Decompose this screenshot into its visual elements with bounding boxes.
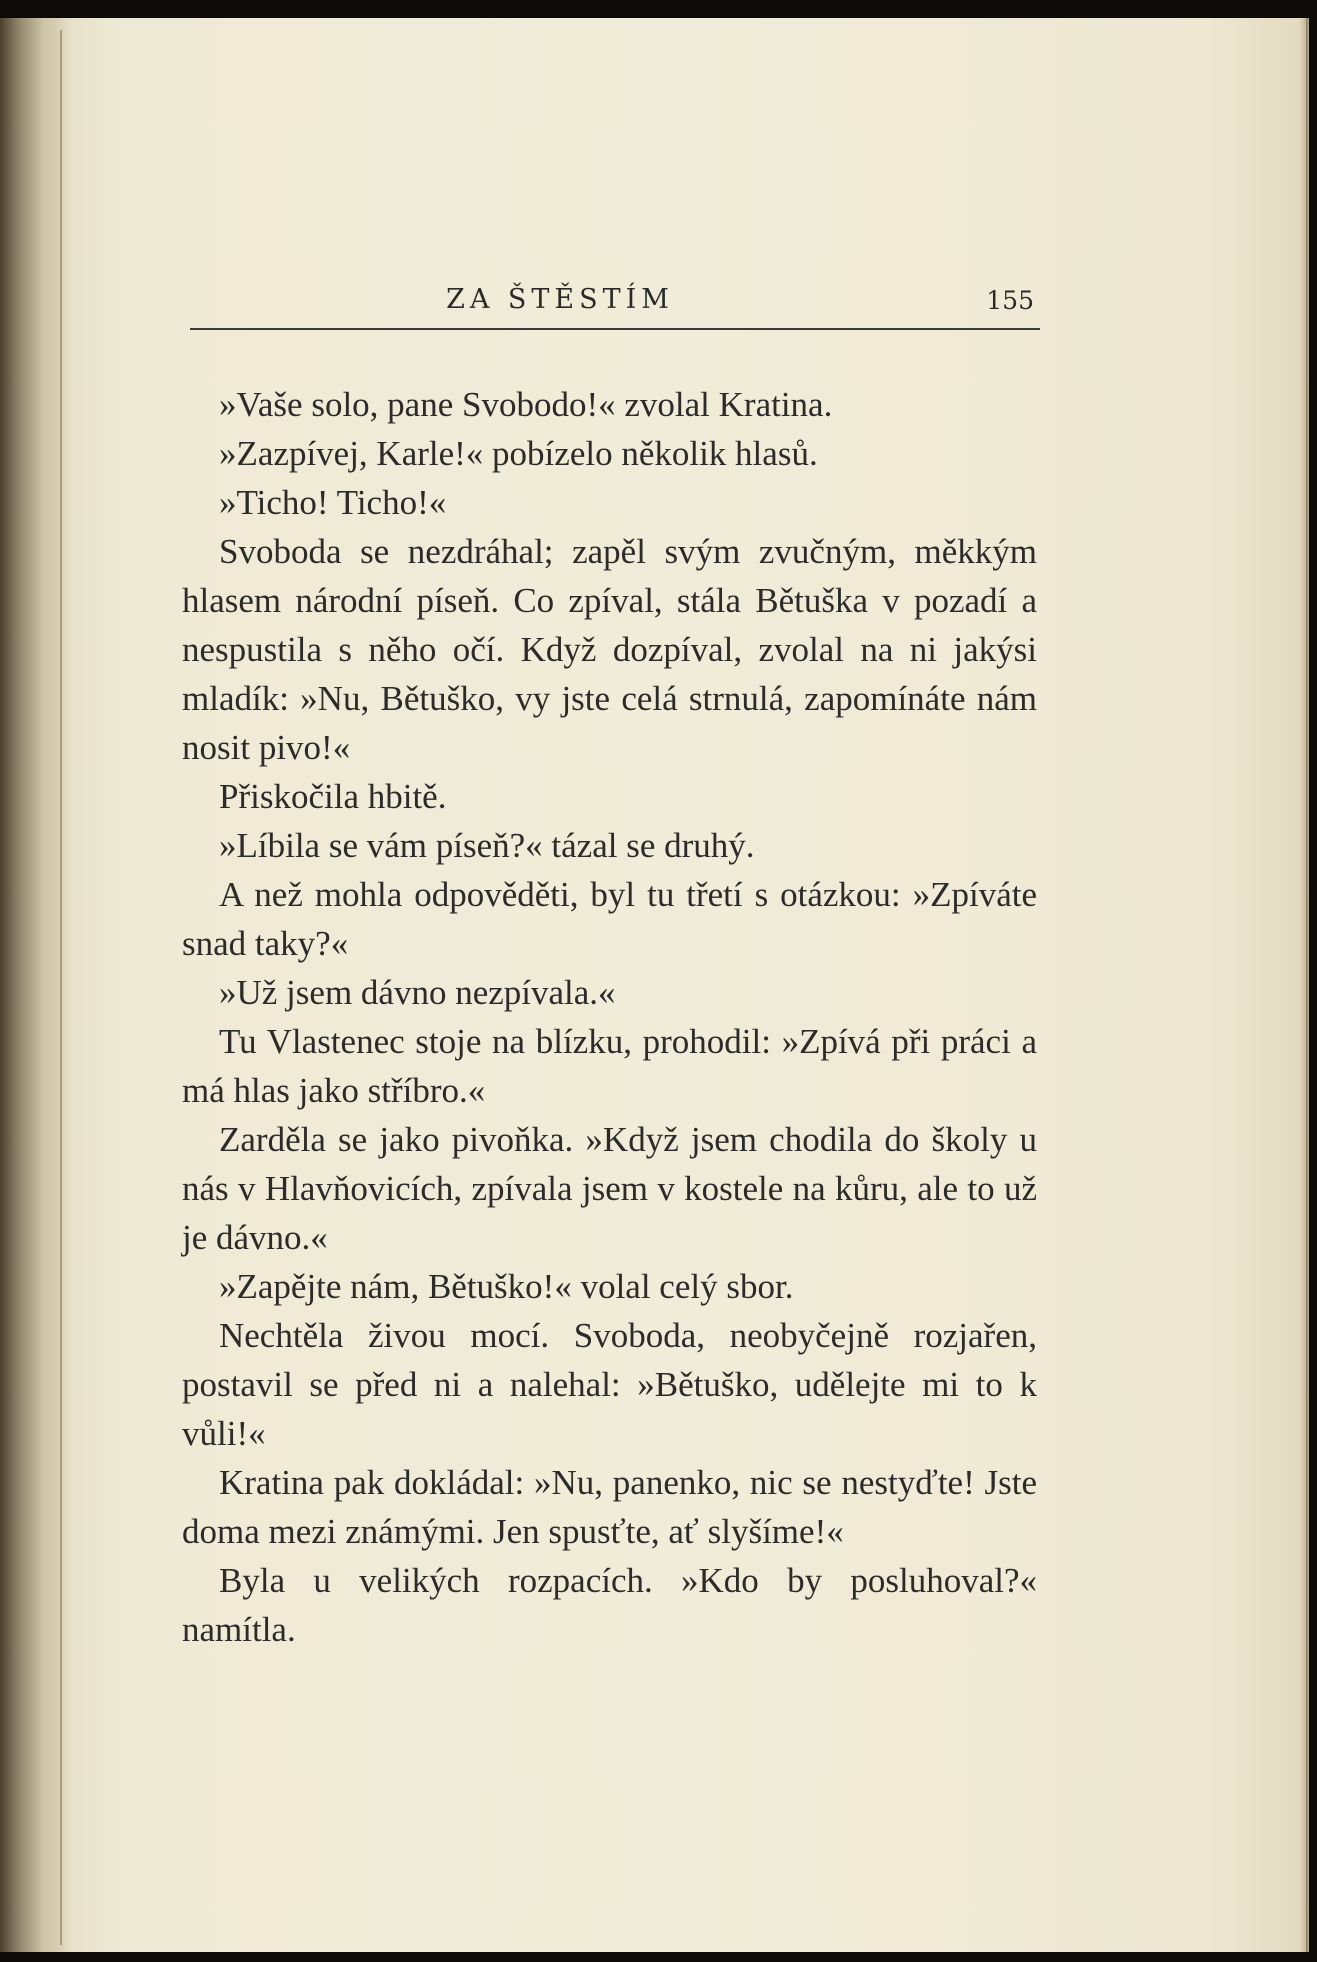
paragraph: Zarděla se jako pivoňka. »Když jsem chodila do školy u nás v Hlavňovicích, zpívala jsem v kostele na kůru, ale to už je dávno.« (182, 1120, 1037, 1257)
page-header (190, 282, 1040, 330)
paragraph: Kratina pak dokládal: »Nu, panenko, nic se nestyďte! Jste doma mezi známými. Jen spusťte, ať slyšíme!« (182, 1463, 1037, 1551)
paragraph: »Zazpívej, Karle!« pobízelo několik hlasů. (219, 434, 818, 473)
paragraph: »Ticho! Ticho!« (219, 483, 447, 522)
paragraph: Přiskočila hbitě. (219, 777, 447, 816)
paragraph: »Už jsem dávno nezpívala.« (219, 973, 616, 1012)
paragraph: »Líbila se vám píseň?« tázal se druhý. (219, 826, 755, 865)
paragraph: »Vaše solo, pane Svobodo!« zvolal Kratina. (219, 385, 833, 424)
paragraph: Tu Vlastenec stoje na blízku, prohodil: »Zpívá při práci a má hlas jako stříbro.« (182, 1022, 1037, 1110)
paragraph: Byla u velikých rozpacích. »Kdo by posluhoval?« namítla. (182, 1561, 1037, 1649)
paragraph: Nechtěla živou mocí. Svoboda, neobyčejně rozjařen, postavil se před ni a nalehal: »Bětuško, udělejte mi to k vůli!« (182, 1316, 1037, 1453)
page-number: 155 (986, 286, 1034, 315)
running-title: ZA ŠTĚSTÍM (446, 284, 674, 315)
paragraph: Svoboda se nezdráhal; zapěl svým zvučným, měkkým hlasem národní píseň. Co zpíval, stála Bětuška v pozadí a nespustila s něho očí. Když dozpíval, zvolal na ni jakýsi mladík: »Nu, Bětuško, vy jste celá strnulá, zapomínáte nám nosit pivo!« (182, 532, 1037, 767)
paragraph: »Zapějte nám, Bětuško!« volal celý sbor. (219, 1267, 794, 1306)
paragraph: A než mohla odpověděti, byl tu třetí s otázkou: »Zpíváte snad taky?« (182, 875, 1037, 963)
body-text (182, 380, 1037, 1654)
page-right-edge (1299, 18, 1309, 1952)
binding-edge-line (60, 30, 62, 1945)
